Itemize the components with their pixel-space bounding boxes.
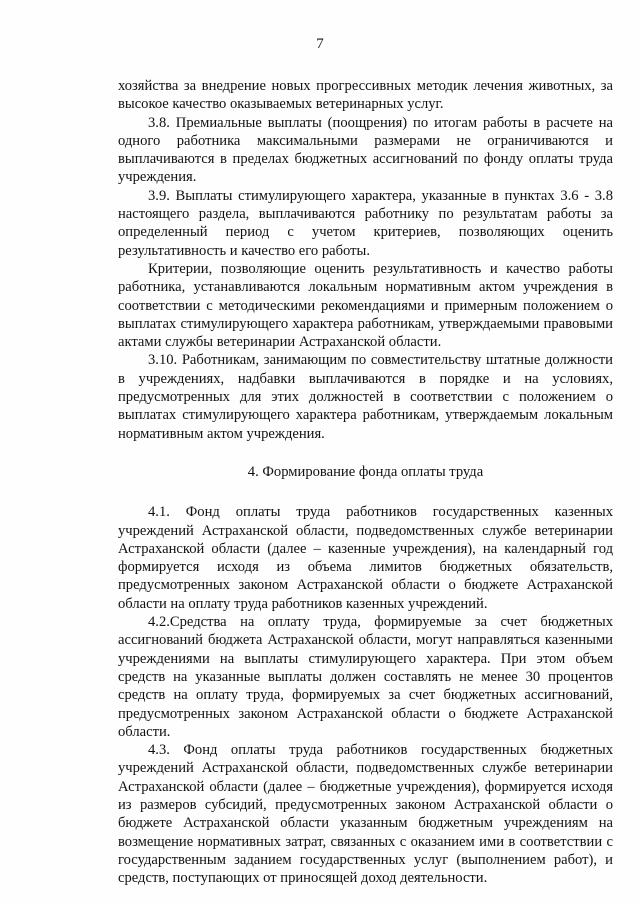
paragraph-3-8: 3.8. Премиальные выплаты (поощрения) по итогам работы в расчете на одного работника максимальными размерами не ограничиваются и выплачиваются в пределах бюджетных ассигнований по фонду оплаты труда учреждения.	[118, 114, 613, 186]
section-4-heading: 4. Формирование фонда оплаты труда	[247, 463, 484, 480]
paragraph-4-2: 4.2.Средства на оплату труда, формируемые за счет бюджетных ассигнований бюджета Астраханской области, могут направляться казенными учреждениями на выплаты стимулирующего характера. При этом объем средств на указанные выплаты должен составлять не менее 30 процентов средств на оплату труда, формируемых за счет бюджетных ассигнований, предусмотренных законом Астраханской области о бюджете Астраханской области.	[118, 614, 613, 740]
paragraph-criteria: Критерии, позволяющие оценить результативность и качество работы работника, устанавливаются локальным нормативным актом учреждения в соответствии с методическими рекомендациями и примерным положением о выплатах стимулирующего характера работникам, утверждаемыми правовыми актами службы ветеринарии Астраханской области.	[118, 260, 613, 351]
document-body	[118, 77, 613, 887]
paragraph-3-10: 3.10. Работникам, занимающим по совместительству штатные должности в учреждениях, надбавки выплачиваются в порядке и на условиях, предусмотренных для этих должностей в соответствии с положением о выплатах стимулирующего характера работникам, утверждаемым локальным нормативным актом учреждения.	[118, 352, 613, 442]
paragraph-continuation: хозяйства за внедрение новых прогрессивных методик лечения животных, за высокое качество оказываемых ветеринарных услуг.	[118, 78, 613, 113]
paragraph-4-1: 4.1. Фонд оплаты труда работников государственных казенных учреждений Астраханской области, подведомственных службе ветеринарии Астраханской области (далее – казенные учреждения), на календарный год формируется исходя из объема лимитов бюджетных обязательств, предусмотренных законом Астраханской области о бюджете Астраханской области на оплату труда работников казенных учреждений.	[118, 504, 613, 612]
page-number: 7	[316, 36, 324, 52]
paragraph-3-9: 3.9. Выплаты стимулирующего характера, указанные в пунктах 3.6 - 3.8 настоящего раздела, выплачиваются работнику по результатам работы за определенный период с учетом критериев, позволяющих оценить результативность и качество его работы.	[118, 187, 613, 259]
paragraph-4-3: 4.3. Фонд оплаты труда работников государственных бюджетных учреждений Астраханской области, подведомственных службе ветеринарии Астраханской области (далее – бюджетные учреждения), формируется исходя из размеров субсидий, предусмотренных законом Астраханской области о бюджете Астраханской области указанным бюджетным учреждениям на возмещение нормативных затрат, связанных с оказанием ими в соответствии с государственным заданием государственных услуг (выполнением работ), и средств, поступающих от приносящей доход деятельности.	[118, 742, 613, 887]
